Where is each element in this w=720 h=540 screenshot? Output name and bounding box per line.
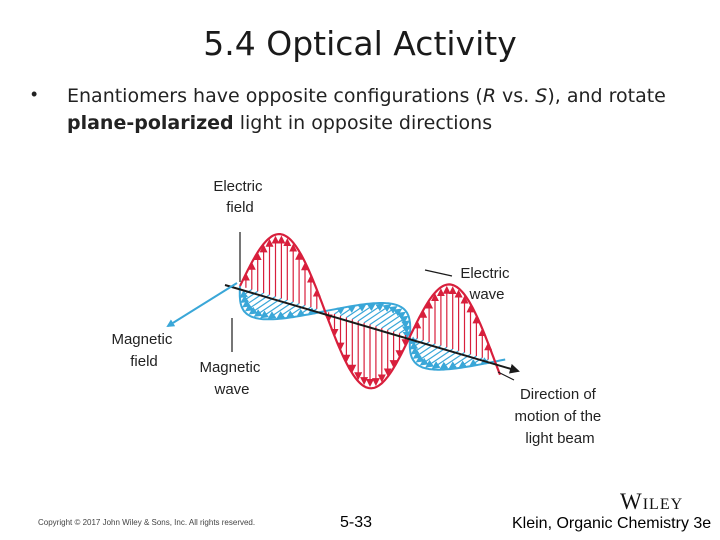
- bullet-r: R: [482, 85, 497, 107]
- bullet-text: [67, 83, 707, 137]
- label-direction: Direction of motion of the light beam: [514, 386, 602, 447]
- wiley-logo-rest: ILEY: [642, 496, 684, 513]
- magnetic-field-arrow: [168, 283, 237, 326]
- wiley-logo-w: W: [620, 489, 643, 514]
- magnetic-vector-arrow: [400, 327, 410, 334]
- slide-title: 5.4 Optical Activity: [203, 24, 517, 63]
- bullet-marker: •: [31, 84, 38, 104]
- page-number: 5-33: [340, 514, 373, 531]
- wiley-logo: [620, 489, 683, 515]
- direction-leader: [498, 372, 514, 380]
- bullet-bold-term: plane-polarized: [67, 112, 234, 134]
- magnetic-vector-arrow: [394, 322, 409, 332]
- light-wave-diagram: [95, 170, 635, 460]
- bullet-vs: vs.: [496, 85, 536, 107]
- magnetic-vector-arrow: [388, 317, 407, 330]
- bullet-text-part2: ), and rotate: [547, 85, 666, 107]
- label-electric-wave: Electric wave: [460, 265, 510, 303]
- bullet-text-part3: light in opposite directions: [233, 112, 493, 134]
- label-magnetic-wave: Magnetic wave: [199, 359, 261, 398]
- label-magnetic-field: Magnetic field: [111, 331, 173, 370]
- electric-wave-leader: [425, 270, 452, 276]
- book-reference: Klein, Organic Chemistry 3e: [512, 515, 712, 532]
- bullet-text-part1: Enantiomers have opposite configurations (: [67, 85, 483, 107]
- label-electric-field: Electric field: [213, 178, 263, 216]
- copyright-notice: Copyright © 2017 John Wiley & Sons, Inc. All rights reserved.: [38, 518, 256, 527]
- bullet-s: S: [535, 85, 548, 107]
